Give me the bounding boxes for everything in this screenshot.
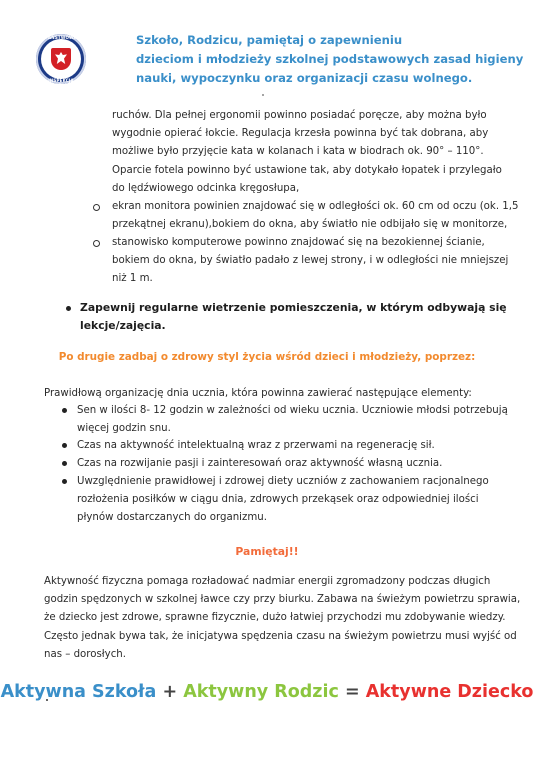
title-line-1: Szkoło, Rodzicu, pamiętaj o zapewnieniu	[136, 33, 403, 47]
list-item	[77, 437, 435, 455]
bullet-icon	[62, 479, 67, 484]
slogan-equals: =	[344, 682, 360, 702]
text-line: ekran monitora powinien znajdować się w odległości ok. 60 cm od oczu (ok. 1,5	[112, 201, 519, 212]
section-intro: Prawidłową organizację dnia ucznia, która powinna zawierać następujące elementy:	[44, 388, 472, 399]
remember-paragraph	[44, 573, 520, 664]
text-line: Czas na aktywność intelektualną wraz z przerwami na regenerację sił.	[77, 440, 435, 451]
remember-heading: Pamiętaj!!	[235, 545, 299, 558]
text-line: przekątnej ekranu),bokiem do okna, aby światło nie odbijało się w monitorze,	[112, 219, 508, 231]
text-line: godzin spędzonych w szkolnej ławce czy przy biurku. Zabawa na świeżym powietrzu sprawia,	[44, 594, 521, 606]
slogan-school: Aktywna Szkoła	[0, 682, 157, 702]
slogan-parent: Aktywny Rodzic	[183, 682, 339, 702]
monitor-item	[112, 198, 519, 234]
text-line: wygodnie opierać łokcie. Regulacja krzesła powinna być tak dobrana, aby	[112, 128, 489, 140]
text-line: możliwe było przyjęcie kata w kolanach i kata w biodrach ok. 90° – 110°.	[112, 146, 484, 158]
ventilation-item	[80, 299, 507, 335]
logo-top-text: PAŃSTWOWA	[45, 35, 77, 40]
text-line: Uwzględnienie prawidłowej i zdrowej diety uczniów z zachowaniem racjonalnego	[77, 476, 489, 487]
text-line: ruchów. Dla pełnej ergonomii powinno posiadać poręcze, aby można było	[112, 110, 487, 121]
bullet-icon	[62, 408, 67, 413]
workstation-item	[112, 234, 508, 289]
page-title	[136, 31, 524, 88]
ergonomics-paragraph	[112, 107, 502, 198]
list-item	[77, 455, 442, 473]
text-line: niż 1 m.	[112, 273, 153, 285]
section-heading: Po drugie zadbaj o zdrowy styl życia wśród dzieci i młodzieży, poprzez:	[58, 351, 476, 363]
bullet-icon	[62, 461, 67, 466]
logo-bottom-text: INSPEKCJA SANITARNA	[47, 78, 75, 88]
text-line: Zapewnij regularne wietrzenie pomieszczenia, w którym odbywają się	[80, 301, 507, 314]
text-line: do lędźwiowego odcinka kręgosłupa,	[112, 182, 300, 194]
hollow-bullet-icon	[93, 240, 100, 247]
text-line: stanowisko komputerowe powinno znajdować się na bezokiennej ścianie,	[112, 237, 485, 248]
text-line: Często jednak bywa tak, że inicjatywa spędzenia czasu na świeżym powietrzu musi wyjść od	[44, 630, 517, 642]
hollow-bullet-icon	[93, 204, 100, 211]
sanitary-inspection-logo	[36, 34, 86, 88]
bullet-icon	[62, 443, 67, 448]
text-line: Sen w ilości 8- 12 godzin w zależności od wieku ucznia. Uczniowie młodsi potrzebują	[77, 405, 508, 416]
slogan-child: Aktywne Dziecko	[365, 682, 534, 702]
text-line: płynów dostarczanych do organizmu.	[77, 512, 267, 524]
list-item	[77, 402, 508, 438]
text-line: Oparcie fotela powinno być ustawione tak, aby dotykało łopatek i przylegało	[112, 164, 502, 176]
text-line: bokiem do okna, by światło padało z lewej strony, i w odległości nie mniejszej	[112, 255, 509, 267]
text-line: więcej godzin snu.	[77, 423, 171, 435]
title-line-3: nauki, wypoczynku oraz organizacji czasu wolnego.	[136, 71, 473, 85]
text-line: nas – dorosłych.	[44, 648, 127, 660]
title-line-2: dzieciom i młodzieży szkolnej podstawowych zasad higieny	[136, 52, 524, 66]
text-line: że dziecko jest zdrowe, sprawne fizycznie, dużo łatwiej przychodzi mu zdobywanie wiedzy.	[44, 612, 506, 624]
text-line: Aktywność fizyczna pomaga rozładować nadmiar energii zgromadzony podczas długich	[44, 576, 491, 587]
text-line: lekcje/zajęcia.	[80, 319, 166, 333]
bullet-icon	[66, 306, 71, 311]
slogan-plus: +	[162, 682, 178, 702]
text-line: Czas na rozwijanie pasji i zainteresowań oraz aktywność własną ucznia.	[77, 458, 443, 469]
text-line: rozłożenia posiłków w ciągu dnia, zdrowych przekąsek oraz odpowiedniej ilości	[77, 494, 479, 506]
slogan	[0, 682, 534, 702]
list-item	[77, 473, 489, 528]
